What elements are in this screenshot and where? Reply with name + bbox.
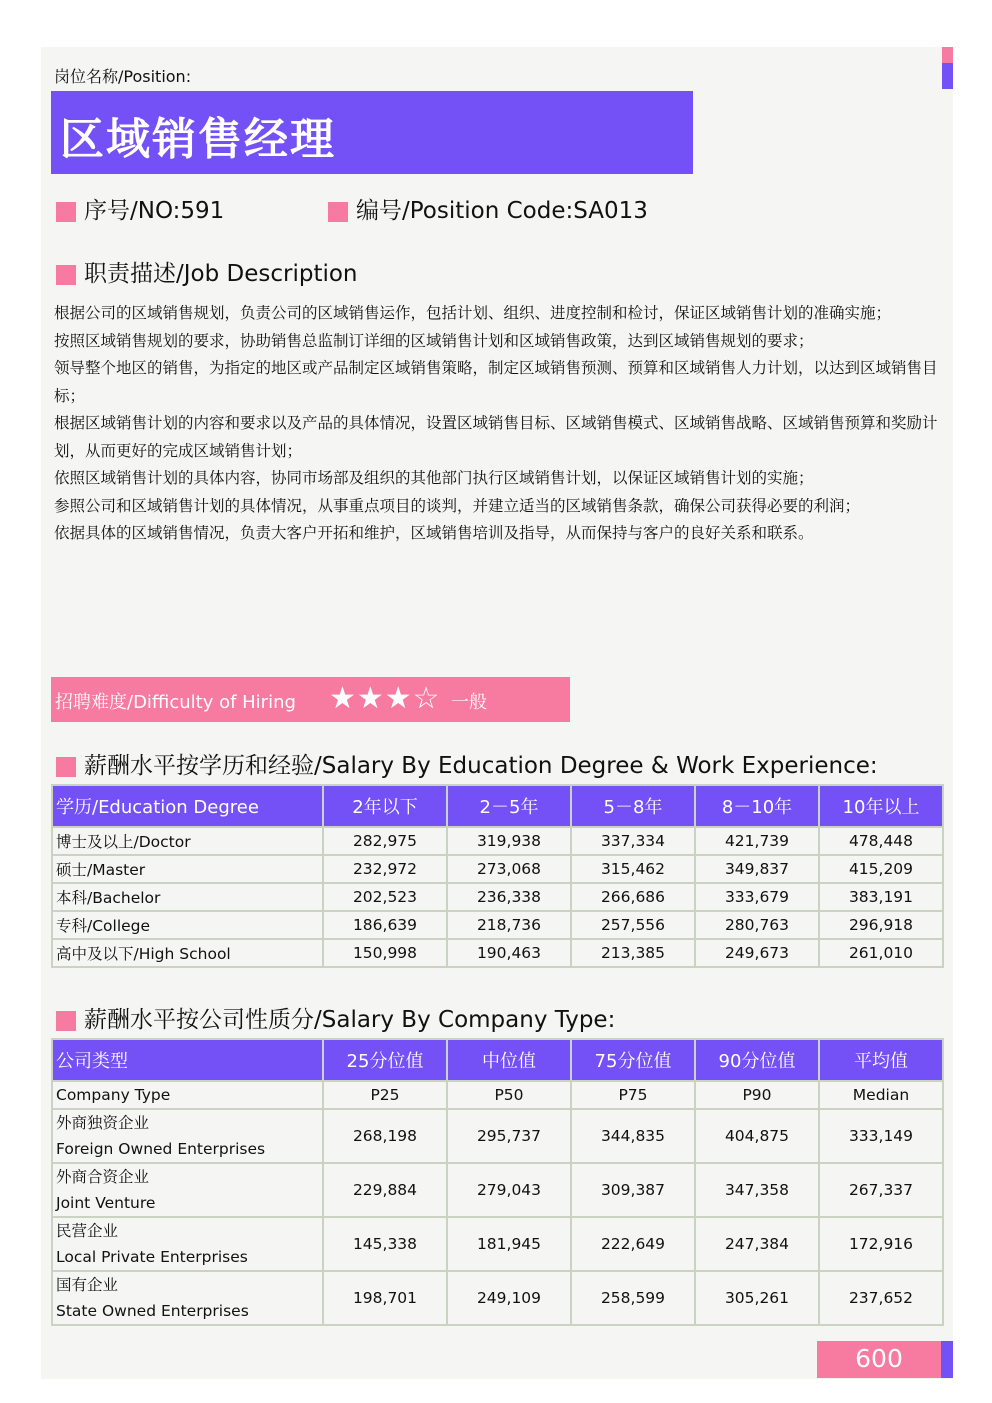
difficulty-label: 招聘难度/Difficulty of Hiring: [55, 692, 296, 713]
heading-text: 职责描述/Job Description: [84, 261, 358, 287]
table-cell: 267,337: [819, 1163, 943, 1217]
desc-line: 领导整个地区的销售，为指定的地区或产品制定区域销售策略，制定区域销售预测、预算和区域销售人力计划，以达到区域销售目标；: [54, 359, 938, 405]
column-header: 5－8年: [571, 785, 695, 827]
table-cell: 279,043: [447, 1163, 571, 1217]
serial-text: 序号/NO:591: [84, 198, 225, 224]
table-cell: 247,384: [695, 1217, 819, 1271]
table-cell: 145,338: [323, 1217, 447, 1271]
column-header: 公司类型: [52, 1039, 323, 1081]
position-label: 岗位名称/Position:: [54, 67, 192, 86]
table-row: [52, 911, 943, 939]
table-cell: 282,975: [323, 827, 447, 855]
table-cell: 421,739: [695, 827, 819, 855]
table-cell: 273,068: [447, 855, 571, 883]
table-cell: Company Type: [52, 1081, 323, 1109]
company-type-cn: 民营企业: [56, 1222, 119, 1240]
table-cell: 296,918: [819, 911, 943, 939]
column-header: 90分位值: [695, 1039, 819, 1081]
table-cell: 202,523: [323, 883, 447, 911]
table-cell: 280,763: [695, 911, 819, 939]
education-salary-heading: [56, 747, 878, 780]
company-type-en: State Owned Enterprises: [56, 1302, 249, 1320]
column-header: 2年以下: [323, 785, 447, 827]
table-cell: 268,198: [323, 1109, 447, 1163]
table-cell: 266,686: [571, 883, 695, 911]
table-cell: 236,338: [447, 883, 571, 911]
table-cell: 专科/College: [52, 911, 323, 939]
table-row: [52, 1217, 943, 1271]
table-cell: 181,945: [447, 1217, 571, 1271]
table-cell: 295,737: [447, 1109, 571, 1163]
table-cell: 229,884: [323, 1163, 447, 1217]
company-salary-table: [51, 1038, 944, 1326]
page-number: 600: [855, 1344, 903, 1373]
education-salary-table: [51, 784, 944, 968]
job-description-heading: [56, 255, 358, 288]
table-cell: 404,875: [695, 1109, 819, 1163]
table-row: [52, 939, 943, 967]
table-header-row: [52, 785, 943, 827]
desc-line: 根据区域销售计划的内容和要求以及产品的具体情况，设置区域销售目标、区域销售模式、区域销售战略、区域销售预算和奖励计划，从而更好的完成区域销售计划；: [54, 414, 938, 460]
table-cell: 172,916: [819, 1217, 943, 1271]
desc-line: 参照公司和区域销售计划的具体情况，从事重点项目的谈判，并建立适当的区域销售条款，确保公司获得必要的利润；: [54, 496, 861, 515]
desc-line: 按照区域销售规划的要求，协助销售总监制订详细的区域销售计划和区域销售政策，达到区域销售规划的要求；: [54, 331, 814, 350]
table-header-row: [52, 1039, 943, 1081]
company-salary-heading: [56, 1001, 615, 1034]
table-cell: 190,463: [447, 939, 571, 967]
table-cell: 305,261: [695, 1271, 819, 1325]
column-header: 2－5年: [447, 785, 571, 827]
table-cell: 150,998: [323, 939, 447, 967]
table-cell: 博士及以上/Doctor: [52, 827, 323, 855]
table-cell: 186,639: [323, 911, 447, 939]
table-cell: 309,387: [571, 1163, 695, 1217]
column-header: 学历/Education Degree: [52, 785, 323, 827]
table-cell: 249,673: [695, 939, 819, 967]
table-cell: 337,334: [571, 827, 695, 855]
corner-accent-purple: [942, 63, 953, 89]
table-cell: 213,385: [571, 939, 695, 967]
table-cell: P50: [447, 1081, 571, 1109]
table-cell: 319,938: [447, 827, 571, 855]
company-type-cn: 国有企业: [56, 1276, 119, 1294]
company-type-cn: 外商合资企业: [56, 1168, 150, 1186]
table-row: [52, 883, 943, 911]
bullet-square-icon: [328, 202, 348, 222]
table-cell: 415,209: [819, 855, 943, 883]
position-code: [328, 192, 648, 225]
table-cell: 383,191: [819, 883, 943, 911]
desc-line: 依照区域销售计划的具体内容，协同市场部及组织的其他部门执行区域销售计划，以保证区域销售计划的实施；: [54, 469, 814, 487]
column-header: 8－10年: [695, 785, 819, 827]
table-row: [52, 1109, 943, 1163]
table-cell: 硕士/Master: [52, 855, 323, 883]
page-title: 区域销售经理: [60, 114, 336, 165]
desc-line: 根据公司的区域销售规划，负责公司的区域销售运作，包括计划、组织、进度控制和检讨，保证区域销售计划的准确实施；: [54, 304, 892, 322]
table-cell: 347,358: [695, 1163, 819, 1217]
heading-text: 薪酬水平按学历和经验/Salary By Education Degree & Work Experience:: [84, 753, 878, 779]
hiring-difficulty-bar: [51, 677, 570, 722]
table-cell: 333,679: [695, 883, 819, 911]
table-cell: P25: [323, 1081, 447, 1109]
table-row: [52, 1163, 943, 1217]
star-rating-icon: ★★★☆: [329, 681, 441, 716]
company-type-en: Joint Venture: [56, 1194, 156, 1212]
table-cell: 198,701: [323, 1271, 447, 1325]
table-cell: 333,149: [819, 1109, 943, 1163]
table-row: [52, 827, 943, 855]
table-subheader-row: [52, 1081, 943, 1109]
table-cell: 349,837: [695, 855, 819, 883]
table-cell: 218,736: [447, 911, 571, 939]
company-type-cell: [52, 1163, 323, 1217]
table-cell: 315,462: [571, 855, 695, 883]
table-cell: 222,649: [571, 1217, 695, 1271]
job-description: [54, 300, 942, 548]
company-type-cell: [52, 1217, 323, 1271]
table-cell: 344,835: [571, 1109, 695, 1163]
table-cell: P75: [571, 1081, 695, 1109]
bullet-square-icon: [56, 265, 76, 285]
page-number-accent: [941, 1341, 953, 1378]
column-header: 平均值: [819, 1039, 943, 1081]
table-row: [52, 855, 943, 883]
table-cell: 本科/Bachelor: [52, 883, 323, 911]
corner-accent-pink: [942, 47, 953, 63]
difficulty-level: 一般: [451, 692, 487, 713]
table-cell: 257,556: [571, 911, 695, 939]
company-type-en: Foreign Owned Enterprises: [56, 1140, 266, 1158]
column-header: 10年以上: [819, 785, 943, 827]
table-cell: 261,010: [819, 939, 943, 967]
heading-text: 薪酬水平按公司性质分/Salary By Company Type:: [84, 1007, 616, 1033]
serial-number: [56, 192, 224, 225]
bullet-square-icon: [56, 202, 76, 222]
desc-line: 依据具体的区域销售情况，负责大客户开拓和维护，区域销售培训及指导，从而保持与客户的良好关系和联系。: [54, 524, 814, 542]
code-text: 编号/Position Code:SA013: [356, 198, 648, 224]
column-header: 25分位值: [323, 1039, 447, 1081]
table-cell: 232,972: [323, 855, 447, 883]
company-type-en: Local Private Enterprises: [56, 1248, 248, 1266]
company-type-cell: [52, 1271, 323, 1325]
table-cell: P90: [695, 1081, 819, 1109]
table-cell: 258,599: [571, 1271, 695, 1325]
company-type-cell: [52, 1109, 323, 1163]
table-cell: Median: [819, 1081, 943, 1109]
bullet-square-icon: [56, 757, 76, 777]
column-header: 中位值: [447, 1039, 571, 1081]
bullet-square-icon: [56, 1011, 76, 1031]
table-cell: 249,109: [447, 1271, 571, 1325]
table-row: [52, 1271, 943, 1325]
company-type-cn: 外商独资企业: [56, 1114, 150, 1132]
table-cell: 高中及以下/High School: [52, 939, 323, 967]
column-header: 75分位值: [571, 1039, 695, 1081]
table-cell: 478,448: [819, 827, 943, 855]
table-cell: 237,652: [819, 1271, 943, 1325]
